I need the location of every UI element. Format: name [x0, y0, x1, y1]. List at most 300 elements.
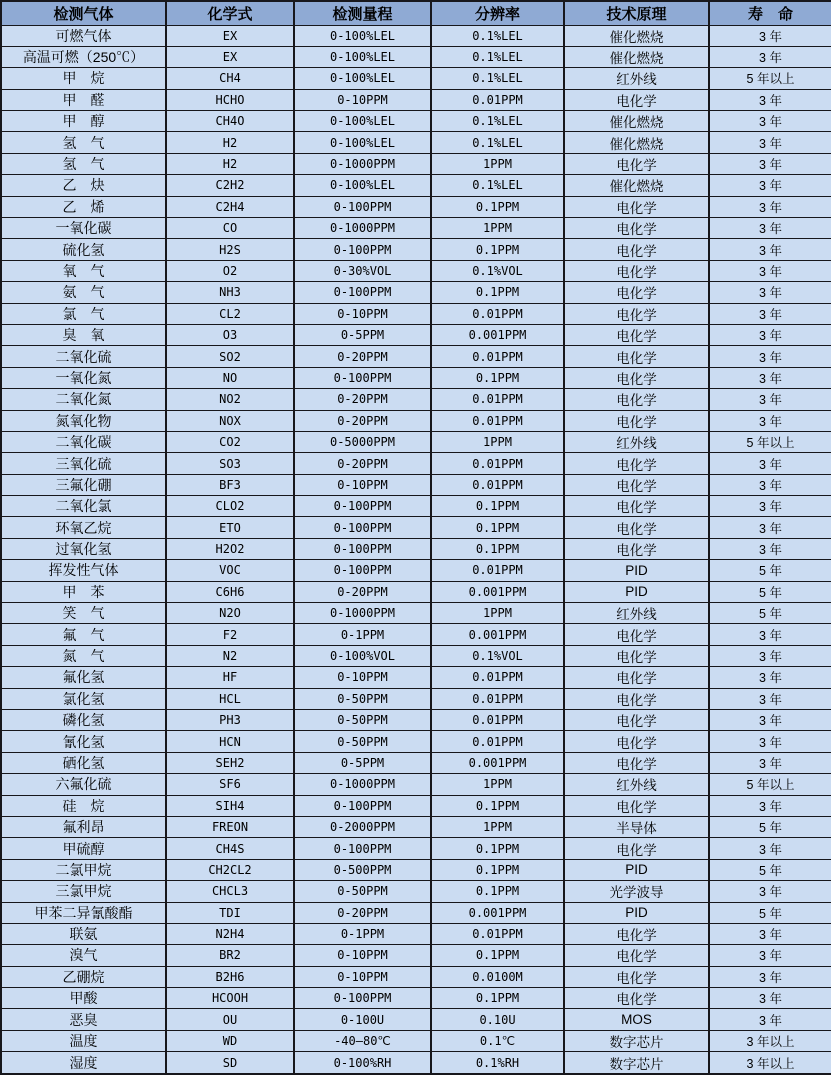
cell-gas-name: 乙 烯 [1, 196, 166, 217]
cell-lifetime: 3 年 [709, 945, 831, 966]
cell-formula: HF [166, 667, 294, 688]
cell-range: 0-500PPM [294, 859, 431, 880]
cell-range: 0-100%LEL [294, 175, 431, 196]
cell-formula: HCL [166, 688, 294, 709]
cell-lifetime: 5 年 [709, 859, 831, 880]
cell-lifetime: 3 年 [709, 517, 831, 538]
cell-range: 0-100%LEL [294, 46, 431, 67]
cell-formula: SO2 [166, 346, 294, 367]
table-row [1, 816, 831, 837]
cell-gas-name: 氟 气 [1, 624, 166, 645]
cell-range: 0-100PPM [294, 838, 431, 859]
table-header [1, 1, 831, 25]
cell-gas-name: 三氯甲烷 [1, 881, 166, 902]
cell-range: 0-1PPM [294, 923, 431, 944]
cell-range: 0-100PPM [294, 795, 431, 816]
table-body [1, 25, 831, 1074]
table-row [1, 496, 831, 517]
cell-resolution: 0.01PPM [431, 453, 564, 474]
cell-resolution: 0.1PPM [431, 196, 564, 217]
cell-principle: 半导体 [564, 816, 709, 837]
cell-formula: EX [166, 25, 294, 46]
cell-resolution: 0.001PPM [431, 624, 564, 645]
cell-gas-name: 环氧乙烷 [1, 517, 166, 538]
cell-formula: HCOOH [166, 988, 294, 1009]
cell-range: 0-10PPM [294, 966, 431, 987]
cell-resolution: 0.001PPM [431, 581, 564, 602]
cell-lifetime: 3 年 [709, 624, 831, 645]
cell-range: 0-100PPM [294, 196, 431, 217]
cell-formula: N2H4 [166, 923, 294, 944]
column-header-resolution: 分辨率 [431, 1, 564, 25]
cell-gas-name: 氮 气 [1, 645, 166, 666]
cell-range: 0-100%LEL [294, 25, 431, 46]
cell-gas-name: 氯化氢 [1, 688, 166, 709]
cell-formula: SEH2 [166, 752, 294, 773]
cell-resolution: 0.01PPM [431, 667, 564, 688]
cell-gas-name: 氮氧化物 [1, 410, 166, 431]
cell-principle: 电化学 [564, 517, 709, 538]
cell-principle: 红外线 [564, 68, 709, 89]
cell-gas-name: 乙 炔 [1, 175, 166, 196]
cell-resolution: 0.1%RH [431, 1052, 564, 1074]
cell-formula: VOC [166, 560, 294, 581]
cell-resolution: 1PPM [431, 774, 564, 795]
cell-formula: SF6 [166, 774, 294, 795]
cell-formula: CL2 [166, 303, 294, 324]
cell-principle: 电化学 [564, 89, 709, 110]
cell-formula: C6H6 [166, 581, 294, 602]
cell-gas-name: 氢 气 [1, 153, 166, 174]
cell-formula: CH4S [166, 838, 294, 859]
cell-range: 0-10PPM [294, 303, 431, 324]
cell-gas-name: 恶臭 [1, 1009, 166, 1030]
cell-principle: 电化学 [564, 538, 709, 559]
cell-resolution: 0.10U [431, 1009, 564, 1030]
cell-gas-name: 二氧化氯 [1, 496, 166, 517]
cell-gas-name: 二氯甲烷 [1, 859, 166, 880]
cell-gas-name: 温度 [1, 1030, 166, 1051]
cell-range: 0-20PPM [294, 346, 431, 367]
cell-gas-name: 氨 气 [1, 282, 166, 303]
cell-gas-name: 二氧化氮 [1, 389, 166, 410]
table-row [1, 260, 831, 281]
cell-lifetime: 3 年以上 [709, 1052, 831, 1074]
cell-principle: 电化学 [564, 389, 709, 410]
cell-formula: CO [166, 218, 294, 239]
cell-gas-name: 氧 气 [1, 260, 166, 281]
column-header-range: 检测量程 [294, 1, 431, 25]
cell-gas-name: 可燃气体 [1, 25, 166, 46]
cell-range: 0-1000PPM [294, 153, 431, 174]
cell-formula: NO [166, 367, 294, 388]
cell-resolution: 0.1PPM [431, 945, 564, 966]
cell-resolution: 0.1PPM [431, 239, 564, 260]
cell-resolution: 1PPM [431, 431, 564, 452]
cell-range: 0-20PPM [294, 453, 431, 474]
cell-lifetime: 3 年 [709, 282, 831, 303]
table-row [1, 367, 831, 388]
cell-lifetime: 3 年 [709, 324, 831, 345]
cell-principle: 催化燃烧 [564, 25, 709, 46]
column-header-principle: 技术原理 [564, 1, 709, 25]
cell-lifetime: 3 年 [709, 645, 831, 666]
table-row [1, 1030, 831, 1051]
cell-formula: HCHO [166, 89, 294, 110]
cell-lifetime: 5 年以上 [709, 431, 831, 452]
cell-resolution: 1PPM [431, 816, 564, 837]
cell-principle: 电化学 [564, 153, 709, 174]
cell-formula: H2 [166, 153, 294, 174]
column-header-lifetime: 寿 命 [709, 1, 831, 25]
cell-resolution: 0.1%LEL [431, 25, 564, 46]
cell-principle: 电化学 [564, 752, 709, 773]
cell-gas-name: 氢 气 [1, 132, 166, 153]
cell-resolution: 1PPM [431, 218, 564, 239]
cell-gas-name: 甲苯二异氰酸酯 [1, 902, 166, 923]
cell-range: 0-5000PPM [294, 431, 431, 452]
cell-range: 0-10PPM [294, 89, 431, 110]
cell-gas-name: 甲 醇 [1, 111, 166, 132]
cell-range: 0-50PPM [294, 710, 431, 731]
cell-resolution: 0.1PPM [431, 538, 564, 559]
cell-formula: WD [166, 1030, 294, 1051]
cell-range: 0-100PPM [294, 538, 431, 559]
cell-range: 0-1PPM [294, 624, 431, 645]
cell-range: 0-1000PPM [294, 218, 431, 239]
cell-formula: N2 [166, 645, 294, 666]
table-row [1, 731, 831, 752]
table-row [1, 218, 831, 239]
cell-principle: PID [564, 859, 709, 880]
table-row [1, 538, 831, 559]
cell-lifetime: 5 年以上 [709, 774, 831, 795]
cell-gas-name: 甲 醛 [1, 89, 166, 110]
cell-principle: 电化学 [564, 966, 709, 987]
cell-lifetime: 3 年 [709, 453, 831, 474]
table-row [1, 89, 831, 110]
table-row [1, 175, 831, 196]
cell-lifetime: 3 年 [709, 795, 831, 816]
cell-principle: 电化学 [564, 795, 709, 816]
cell-formula: N2O [166, 603, 294, 624]
cell-principle: 电化学 [564, 624, 709, 645]
cell-resolution: 0.001PPM [431, 902, 564, 923]
cell-principle: 电化学 [564, 988, 709, 1009]
cell-formula: CO2 [166, 431, 294, 452]
cell-gas-name: 氟利昂 [1, 816, 166, 837]
cell-principle: 电化学 [564, 923, 709, 944]
table-row [1, 838, 831, 859]
cell-formula: H2O2 [166, 538, 294, 559]
cell-range: 0-100%RH [294, 1052, 431, 1074]
cell-principle: 电化学 [564, 710, 709, 731]
cell-range: 0-100PPM [294, 517, 431, 538]
cell-gas-name: 氟化氢 [1, 667, 166, 688]
cell-range: 0-10PPM [294, 945, 431, 966]
cell-principle: 数字芯片 [564, 1052, 709, 1074]
table-row [1, 624, 831, 645]
cell-gas-name: 一氧化氮 [1, 367, 166, 388]
cell-lifetime: 3 年 [709, 688, 831, 709]
cell-resolution: 0.01PPM [431, 346, 564, 367]
cell-range: 0-1000PPM [294, 774, 431, 795]
cell-principle: 电化学 [564, 667, 709, 688]
cell-lifetime: 3 年 [709, 175, 831, 196]
cell-gas-name: 甲 苯 [1, 581, 166, 602]
cell-formula: BF3 [166, 474, 294, 495]
cell-gas-name: 硒化氢 [1, 752, 166, 773]
cell-lifetime: 3 年 [709, 389, 831, 410]
table-row [1, 603, 831, 624]
table-row [1, 1052, 831, 1074]
cell-gas-name: 甲酸 [1, 988, 166, 1009]
cell-formula: SD [166, 1052, 294, 1074]
cell-formula: SIH4 [166, 795, 294, 816]
cell-range: 0-100PPM [294, 988, 431, 1009]
table-row [1, 560, 831, 581]
cell-resolution: 0.1PPM [431, 496, 564, 517]
table-row [1, 239, 831, 260]
table-row [1, 667, 831, 688]
cell-resolution: 0.1℃ [431, 1030, 564, 1051]
cell-resolution: 0.1%VOL [431, 645, 564, 666]
cell-principle: 催化燃烧 [564, 46, 709, 67]
cell-resolution: 0.01PPM [431, 923, 564, 944]
cell-principle: 数字芯片 [564, 1030, 709, 1051]
cell-principle: 光学波导 [564, 881, 709, 902]
cell-formula: CHCL3 [166, 881, 294, 902]
cell-principle: 电化学 [564, 688, 709, 709]
cell-formula: NO2 [166, 389, 294, 410]
cell-resolution: 0.01PPM [431, 89, 564, 110]
cell-lifetime: 3 年 [709, 1009, 831, 1030]
cell-lifetime: 5 年 [709, 816, 831, 837]
table-row [1, 132, 831, 153]
table-row [1, 453, 831, 474]
cell-resolution: 0.1%LEL [431, 46, 564, 67]
table-row [1, 881, 831, 902]
cell-resolution: 0.01PPM [431, 731, 564, 752]
cell-range: 0-1000PPM [294, 603, 431, 624]
cell-lifetime: 3 年 [709, 752, 831, 773]
cell-range: 0-5PPM [294, 752, 431, 773]
cell-principle: 电化学 [564, 282, 709, 303]
cell-formula: TDI [166, 902, 294, 923]
cell-range: -40—80℃ [294, 1030, 431, 1051]
cell-principle: 红外线 [564, 774, 709, 795]
cell-formula: EX [166, 46, 294, 67]
cell-gas-name: 乙硼烷 [1, 966, 166, 987]
cell-resolution: 0.1PPM [431, 881, 564, 902]
cell-gas-name: 磷化氢 [1, 710, 166, 731]
cell-formula: FREON [166, 816, 294, 837]
cell-lifetime: 3 年 [709, 89, 831, 110]
cell-resolution: 0.1PPM [431, 367, 564, 388]
cell-formula: H2S [166, 239, 294, 260]
cell-resolution: 1PPM [431, 603, 564, 624]
cell-formula: HCN [166, 731, 294, 752]
cell-principle: 电化学 [564, 496, 709, 517]
cell-gas-name: 氰化氢 [1, 731, 166, 752]
table-row [1, 581, 831, 602]
table-row [1, 68, 831, 89]
cell-range: 0-20PPM [294, 410, 431, 431]
cell-range: 0-100%LEL [294, 132, 431, 153]
cell-principle: 电化学 [564, 731, 709, 752]
cell-resolution: 0.1PPM [431, 795, 564, 816]
cell-resolution: 0.0100M [431, 966, 564, 987]
cell-range: 0-2000PPM [294, 816, 431, 837]
cell-principle: 电化学 [564, 367, 709, 388]
cell-formula: CH4O [166, 111, 294, 132]
cell-lifetime: 3 年 [709, 153, 831, 174]
table-row [1, 688, 831, 709]
cell-range: 0-20PPM [294, 581, 431, 602]
cell-range: 0-50PPM [294, 688, 431, 709]
cell-resolution: 0.01PPM [431, 474, 564, 495]
cell-range: 0-5PPM [294, 324, 431, 345]
cell-formula: O3 [166, 324, 294, 345]
cell-principle: 电化学 [564, 196, 709, 217]
cell-gas-name: 联氨 [1, 923, 166, 944]
cell-lifetime: 3 年 [709, 260, 831, 281]
cell-formula: NOX [166, 410, 294, 431]
cell-resolution: 0.1%LEL [431, 132, 564, 153]
table-row [1, 966, 831, 987]
cell-range: 0-100%LEL [294, 111, 431, 132]
cell-formula: CH4 [166, 68, 294, 89]
cell-gas-name: 湿度 [1, 1052, 166, 1074]
cell-lifetime: 3 年 [709, 132, 831, 153]
cell-resolution: 1PPM [431, 153, 564, 174]
cell-principle: 电化学 [564, 239, 709, 260]
cell-formula: PH3 [166, 710, 294, 731]
cell-lifetime: 3 年 [709, 881, 831, 902]
table-row [1, 988, 831, 1009]
table-row [1, 752, 831, 773]
cell-lifetime: 5 年以上 [709, 68, 831, 89]
cell-range: 0-20PPM [294, 389, 431, 410]
cell-formula: B2H6 [166, 966, 294, 987]
cell-formula: BR2 [166, 945, 294, 966]
cell-lifetime: 3 年 [709, 474, 831, 495]
cell-resolution: 0.1PPM [431, 282, 564, 303]
cell-gas-name: 过氧化氢 [1, 538, 166, 559]
cell-range: 0-10PPM [294, 474, 431, 495]
cell-principle: 电化学 [564, 410, 709, 431]
cell-gas-name: 溴气 [1, 945, 166, 966]
table-row [1, 282, 831, 303]
cell-resolution: 0.001PPM [431, 752, 564, 773]
cell-principle: MOS [564, 1009, 709, 1030]
table-row [1, 859, 831, 880]
cell-principle: PID [564, 560, 709, 581]
cell-lifetime: 3 年 [709, 367, 831, 388]
cell-principle: 电化学 [564, 945, 709, 966]
cell-lifetime: 3 年以上 [709, 1030, 831, 1051]
cell-formula: C2H4 [166, 196, 294, 217]
cell-principle: 电化学 [564, 645, 709, 666]
table-row [1, 303, 831, 324]
cell-resolution: 0.1PPM [431, 517, 564, 538]
table-row [1, 324, 831, 345]
cell-gas-name: 笑 气 [1, 603, 166, 624]
column-header-formula: 化学式 [166, 1, 294, 25]
table-row [1, 710, 831, 731]
cell-formula: C2H2 [166, 175, 294, 196]
cell-gas-name: 二氧化碳 [1, 431, 166, 452]
cell-lifetime: 3 年 [709, 923, 831, 944]
cell-range: 0-100PPM [294, 496, 431, 517]
cell-formula: F2 [166, 624, 294, 645]
cell-formula: SO3 [166, 453, 294, 474]
cell-resolution: 0.01PPM [431, 710, 564, 731]
table-row [1, 517, 831, 538]
cell-formula: NH3 [166, 282, 294, 303]
table-row [1, 923, 831, 944]
table-row [1, 25, 831, 46]
cell-resolution: 0.1PPM [431, 859, 564, 880]
cell-lifetime: 3 年 [709, 25, 831, 46]
cell-formula: O2 [166, 260, 294, 281]
cell-principle: 电化学 [564, 453, 709, 474]
cell-range: 0-100PPM [294, 367, 431, 388]
cell-range: 0-100PPM [294, 239, 431, 260]
cell-lifetime: 3 年 [709, 838, 831, 859]
cell-principle: 催化燃烧 [564, 111, 709, 132]
cell-gas-name: 三氟化硼 [1, 474, 166, 495]
table-row [1, 346, 831, 367]
cell-gas-name: 高温可燃（250℃） [1, 46, 166, 67]
table-row [1, 902, 831, 923]
cell-resolution: 0.001PPM [431, 324, 564, 345]
cell-gas-name: 二氧化硫 [1, 346, 166, 367]
cell-resolution: 0.1%LEL [431, 68, 564, 89]
cell-formula: H2 [166, 132, 294, 153]
table-row [1, 111, 831, 132]
cell-lifetime: 3 年 [709, 196, 831, 217]
cell-lifetime: 5 年 [709, 560, 831, 581]
cell-gas-name: 六氟化硫 [1, 774, 166, 795]
cell-gas-name: 甲硫醇 [1, 838, 166, 859]
cell-resolution: 0.01PPM [431, 688, 564, 709]
cell-resolution: 0.1%LEL [431, 111, 564, 132]
cell-formula: CLO2 [166, 496, 294, 517]
cell-gas-name: 硫化氢 [1, 239, 166, 260]
cell-lifetime: 3 年 [709, 496, 831, 517]
table-row [1, 153, 831, 174]
cell-resolution: 0.01PPM [431, 560, 564, 581]
cell-lifetime: 5 年 [709, 603, 831, 624]
cell-principle: PID [564, 902, 709, 923]
table-row [1, 431, 831, 452]
cell-gas-name: 氯 气 [1, 303, 166, 324]
cell-gas-name: 一氧化碳 [1, 218, 166, 239]
cell-range: 0-100%LEL [294, 68, 431, 89]
cell-resolution: 0.01PPM [431, 410, 564, 431]
cell-lifetime: 5 年 [709, 902, 831, 923]
cell-lifetime: 3 年 [709, 218, 831, 239]
cell-lifetime: 3 年 [709, 410, 831, 431]
table-row [1, 774, 831, 795]
cell-principle: 催化燃烧 [564, 132, 709, 153]
cell-gas-name: 硅 烷 [1, 795, 166, 816]
cell-range: 0-10PPM [294, 667, 431, 688]
cell-principle: PID [564, 581, 709, 602]
cell-resolution: 0.1%VOL [431, 260, 564, 281]
cell-principle: 电化学 [564, 260, 709, 281]
